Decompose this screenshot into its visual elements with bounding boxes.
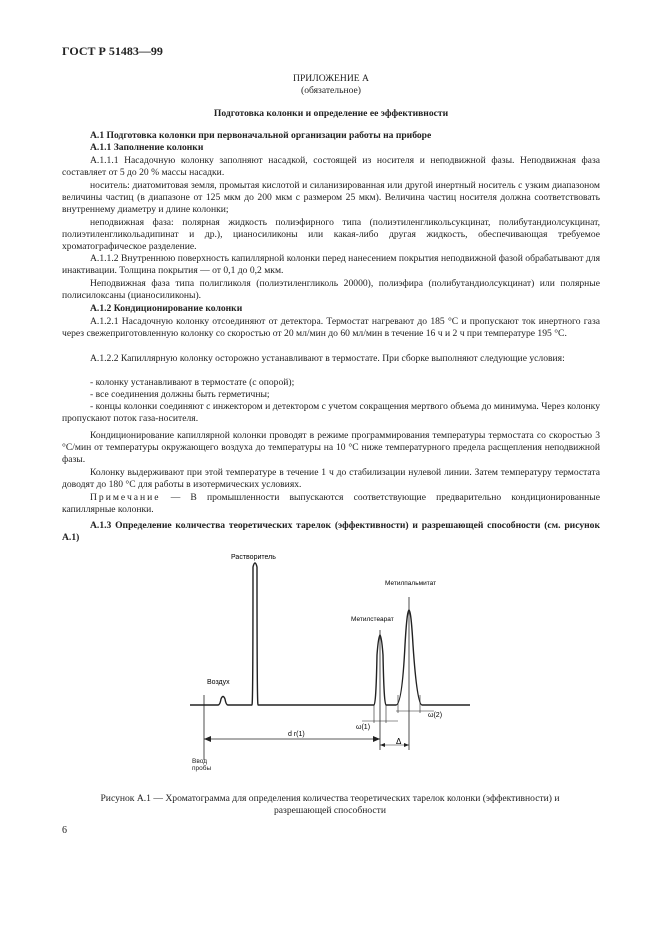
figure-caption: Рисунок А.1 — Хроматограмма для определения количества теоретических тарелок колонки (эффективности) и разрешающей способности	[100, 793, 560, 816]
heading-a12: А.1.2 Кондиционирование колонки	[90, 303, 243, 314]
heading-a11: А.1.1 Заполнение колонки	[90, 142, 204, 153]
note-text: — В промышленности выпускаются соответствующие предварительно кондиционированные капиллярные колонки.	[62, 492, 600, 516]
label-retention-distance: d r(1)	[288, 731, 305, 738]
label-width-1: ω(1)	[356, 724, 371, 731]
paragraph-stationary: неподвижная фаза: полярная жидкость полиэфирного типа (полиэтиленгликольсукцинат, полибутандиолсукцинат, полиэтиленгликольадипинат и др.), цианосиликоны или какая-либо другая жидкость, обеспечивающая требуемое хроматографическое разделение.	[62, 217, 600, 253]
note-label: Примечание	[90, 492, 161, 503]
paragraph-a122: А.1.2.2 Капиллярную колонку осторожно устанавливают в термостате. При сборке выполняют следующие условия:	[90, 353, 565, 364]
appendix-title: ПРИЛОЖЕНИЕ А	[293, 73, 369, 84]
paragraph-a111: А.1.1.1 Насадочную колонку заполняют насадкой, состоящей из носителя и неподвижной фазы. Неподвижная фаза составляет от 5 до 20 % массы насадки.	[62, 155, 600, 179]
section-title: Подготовка колонки и определение ее эффективности	[213, 108, 449, 119]
label-solvent: Растворитель	[231, 554, 276, 561]
page-number: 6	[62, 825, 67, 836]
label-methyl-stearate: Метилстеарат	[351, 616, 394, 623]
document-header: ГОСТ Р 51483—99	[62, 44, 163, 58]
heading-a1: А.1 Подготовка колонки при первоначальной организации работы на приборе	[90, 130, 432, 141]
paragraph-hold: Колонку выдерживают при этой температуре в течение 1 ч до стабилизации нулевой линии. Затем температуру термостата доводят до 180 °С для работы в изотермических условиях.	[62, 467, 600, 491]
condition-item: - колонку устанавливают в термостате (с опорой);	[90, 377, 295, 388]
condition-item: - все соединения должны быть герметичны;	[90, 389, 270, 400]
chromatogram-figure	[0, 545, 661, 790]
paragraph-a121: А.1.2.1 Насадочную колонку отсоединяют от детектора. Термостат нагревают до 185 °С и пропускают ток инертного газа через свежеприготовленную колонку со скоростью от 20 мл/мин до 60 мл/мин в течение 16 ч и 2 ч при температуре 195 °С.	[62, 316, 600, 340]
label-width-2: ω(2)	[428, 712, 443, 719]
note	[62, 492, 600, 516]
label-injection: Ввод пробы	[192, 758, 212, 772]
paragraph-conditioning: Кондиционирование капиллярной колонки проводят в режиме программирования температуры термостата со скоростью 3 °С/мин от температуры окружающего воздуха до температуры на 10 °С ниже температурного предела расщепления неподвижной фазы.	[62, 430, 600, 466]
label-air: Воздух	[207, 679, 230, 686]
condition-item: - концы колонки соединяют с инжектором и детектором с учетом сокращения мертвого объема до минимума. Через колонку пропускают поток газа-носителя.	[62, 401, 600, 425]
heading-a13: А.1.3 Определение количества теоретических тарелок (эффективности) и разрешающей способности (см. рисунок А.1)	[62, 520, 600, 544]
paragraph-a112: А.1.1.2 Внутреннюю поверхность капиллярной колонки перед нанесением покрытия неподвижной фазой обрабатывают для инактивации. Толщина покрытия — от 0,1 до 0,2 мкм.	[62, 253, 600, 277]
paragraph-carrier: носитель: диатомитовая земля, промытая кислотой и силанизированная или другой инертный носитель с узким диапазоном величины частиц (в диапазоне от 125 мкм до 200 мкм с размером 25 мкм). Величина частиц носителя должна соответствовать внутреннему диаметру и длине колонки;	[62, 180, 600, 216]
appendix-status: (обязательное)	[301, 85, 361, 96]
label-methyl-palmitate: Метилпальмитат	[385, 580, 437, 587]
label-delta: Δ	[396, 737, 402, 746]
paragraph-stationary-type: Неподвижная фаза типа полигликоля (полиэтиленгликоль 20000), полиэфира (полибутандиолсукцинат) или полярные полисилоксаны (цианосиликоны).	[62, 278, 600, 302]
